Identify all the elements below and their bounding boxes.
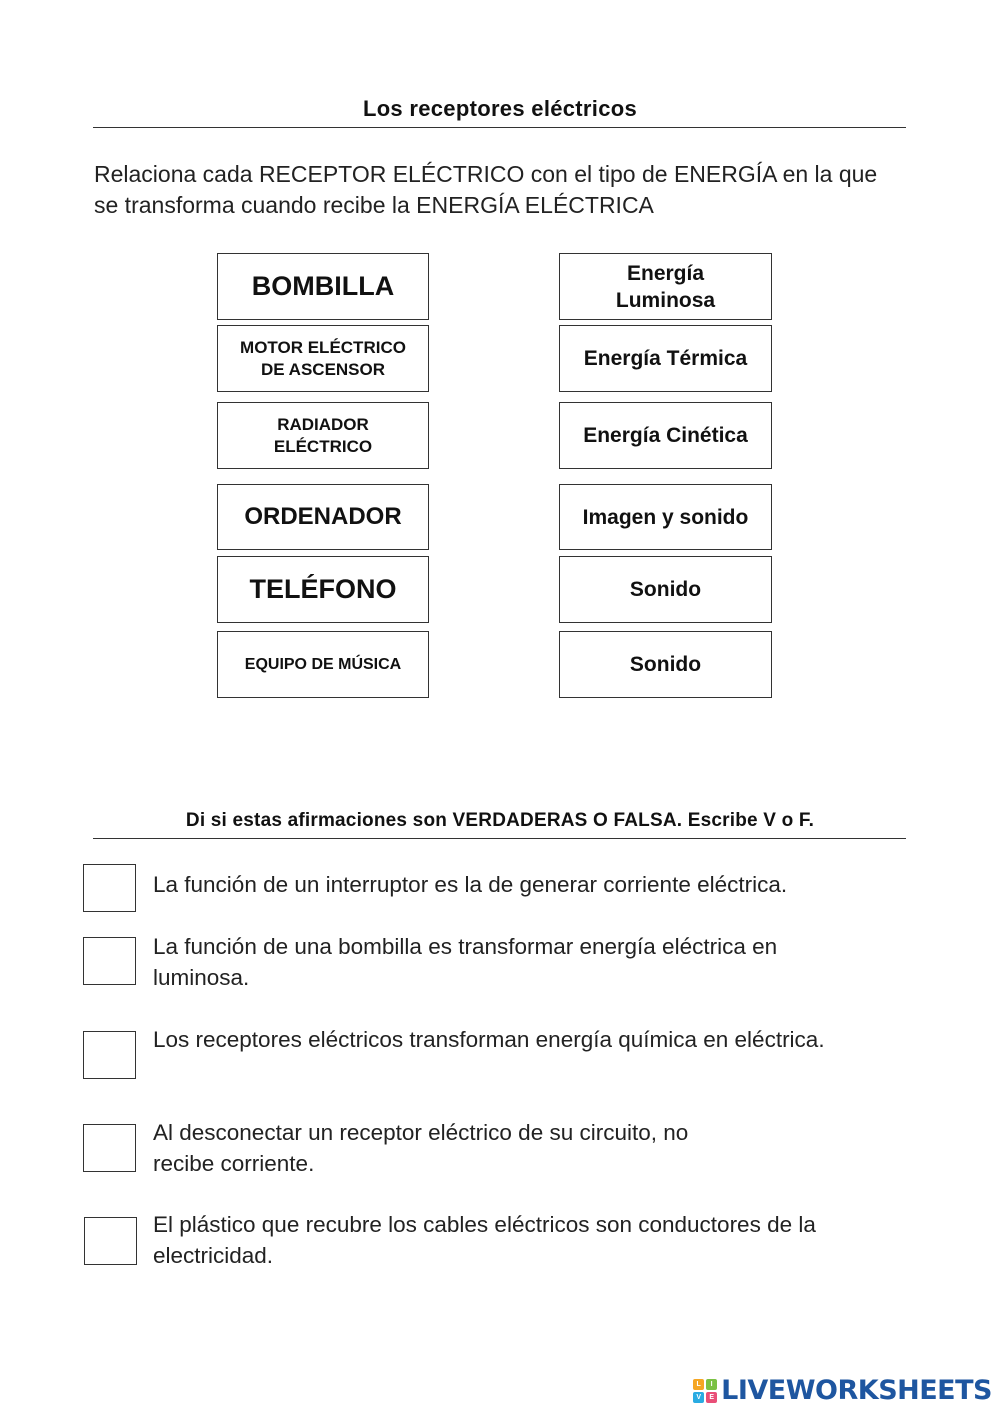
logo-letter-e: E	[706, 1392, 717, 1403]
logo-letter-i: I	[706, 1379, 717, 1390]
energy-box-sonido-2[interactable]: Sonido	[559, 631, 772, 698]
logo-letter-v: V	[693, 1392, 704, 1403]
receptor-box-telefono[interactable]: TELÉFONO	[217, 556, 429, 623]
statement-4: Al desconectar un receptor eléctrico de su circuito, no recibe corriente.	[153, 1120, 689, 1176]
liveworksheets-logo-icon	[693, 1379, 717, 1403]
page-title: Los receptores eléctricos	[362, 96, 638, 121]
statement-1: La función de un interruptor es la de generar corriente eléctrica.	[153, 872, 788, 897]
answer-box-2[interactable]	[83, 937, 136, 985]
energy-box-sonido-1[interactable]: Sonido	[559, 556, 772, 623]
liveworksheets-wordmark: LIVEWORKSHEETS	[721, 1375, 992, 1406]
instructions-text: Relaciona cada RECEPTOR ELÉCTRICO con el tipo de ENERGÍA en la que se transforma cuando recibe la ENERGÍA ELÉCTRICA	[94, 161, 878, 218]
energy-box-luminosa[interactable]: Energía Luminosa	[559, 253, 772, 320]
answer-box-1[interactable]	[83, 864, 136, 912]
energy-box-cinetica[interactable]: Energía Cinética	[559, 402, 772, 469]
receptor-box-motor[interactable]: MOTOR ELÉCTRICO DE ASCENSOR	[217, 325, 429, 392]
energy-box-termica[interactable]: Energía Térmica	[559, 325, 772, 392]
receptor-box-ordenador[interactable]: ORDENADOR	[217, 484, 429, 550]
liveworksheets-brand	[693, 1375, 992, 1406]
section2-title: Di si estas afirmaciones son VERDADERAS O FALSA. Escribe V o F.	[185, 810, 815, 831]
answer-box-3[interactable]	[83, 1031, 136, 1079]
receptor-box-equipo-musica[interactable]: EQUIPO DE MÚSICA	[217, 631, 429, 698]
energy-box-imagen-sonido[interactable]: Imagen y sonido	[559, 484, 772, 550]
receptor-box-bombilla[interactable]: BOMBILLA	[217, 253, 429, 320]
statement-2: La función de una bombilla es transformar energía eléctrica en luminosa.	[153, 934, 778, 990]
title-divider	[93, 127, 906, 128]
statement-3: Los receptores eléctricos transforman energía química en eléctrica.	[153, 1027, 825, 1052]
receptor-box-radiador[interactable]: RADIADOR ELÉCTRICO	[217, 402, 429, 469]
logo-letter-l: L	[693, 1379, 704, 1390]
section2-divider	[93, 838, 906, 839]
answer-box-4[interactable]	[83, 1124, 136, 1172]
statement-5: El plástico que recubre los cables eléctricos son conductores de la electricidad.	[153, 1212, 816, 1268]
answer-box-5[interactable]	[84, 1217, 137, 1265]
